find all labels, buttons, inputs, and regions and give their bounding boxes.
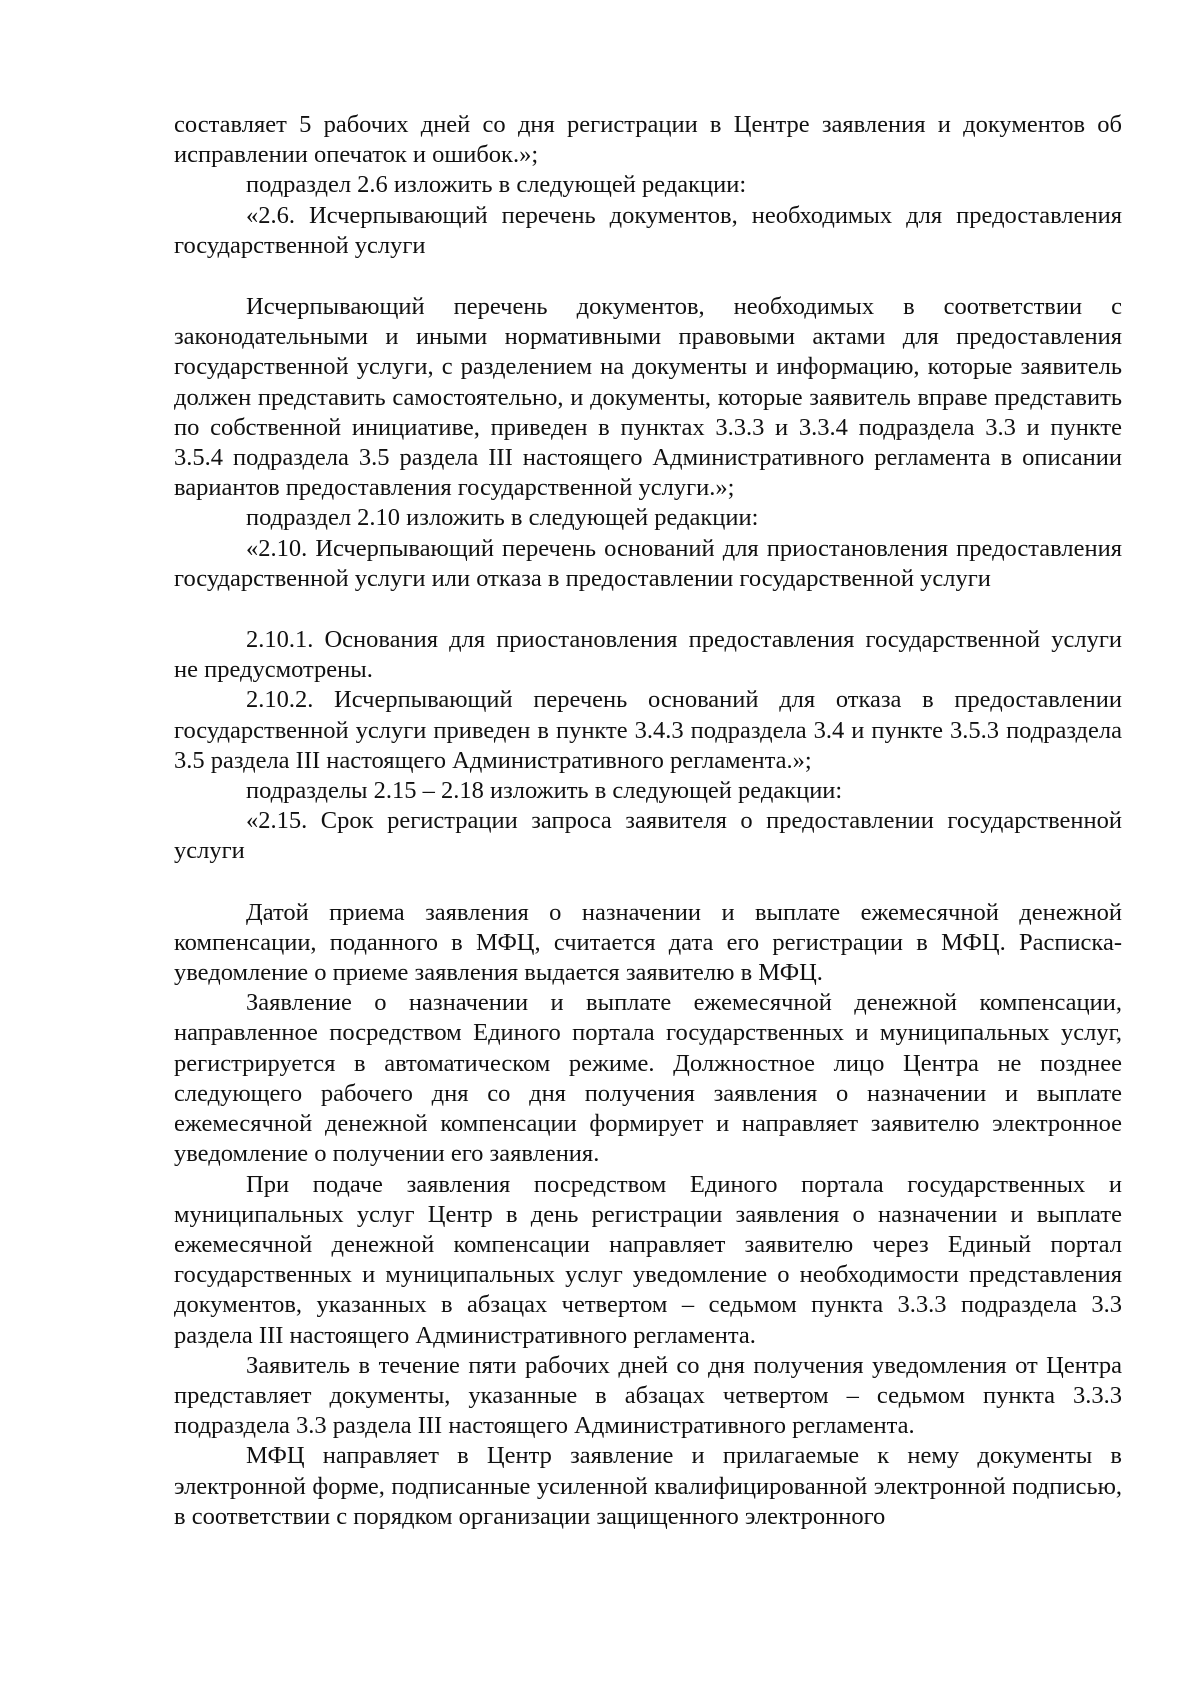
- section-heading-2-10: «2.10. Исчерпывающий перечень оснований для приостановления предоставления государственной услуги или отказа в предоставлении государственной услуги: [174, 534, 1122, 592]
- paragraph-15: МФЦ направляет в Центр заявление и прилагаемые к нему документы в электронной форме, подписанные усиленной квалифицированной электронной подписью, в соответствии с порядком организации защищенного электронного: [174, 1442, 1122, 1530]
- paragraph-11: Датой приема заявления о назначении и выплате ежемесячной денежной компенсации, поданного в МФЦ, считается дата его регистрации в МФЦ. Расписка-уведомление о приеме заявления выдается заявителю в МФЦ.: [174, 898, 1122, 987]
- paragraph-2: подраздел 2.6 изложить в следующей редакции:: [246, 171, 747, 199]
- paragraph-12: Заявление о назначении и выплате ежемесячной денежной компенсации, направленное посредством Единого портала государственных и муниципальных услуг, регистрируется в автоматическом режиме. Должностное лицо Центра не позднее следующего рабочего дня со дня получения заявления о назначении и выплате ежемесячной денежной компенсации формирует и направляет заявителю электронное уведомление о получении его заявления.: [174, 989, 1122, 1168]
- paragraph-5: подраздел 2.10 изложить в следующей редакции:: [246, 504, 759, 532]
- paragraph-7: 2.10.1. Основания для приостановления предоставления государственной услуги не предусмотрены.: [174, 626, 1122, 684]
- paragraph-14: Заявитель в течение пяти рабочих дней со дня получения уведомления от Центра представляет документы, указанные в абзацах четвертом – седьмом пункта 3.3.3 подраздела 3.3 раздела III настоящего Административного регламента.: [174, 1351, 1122, 1440]
- section-heading-2-6: «2.6. Исчерпывающий перечень документов, необходимых для предоставления государственной услуги: [174, 201, 1122, 259]
- section-heading-2-15: «2.15. Срок регистрации запроса заявителя о предоставлении государственной услуги: [174, 807, 1122, 865]
- paragraph-4: Исчерпывающий перечень документов, необходимых в соответствии с законодательными и иными нормативными правовыми актами для предоставления государственной услуги, с разделением на документы и информацию, которые заявитель должен представить самостоятельно, и документы, которые заявитель вправе представить по собственной инициативе, приведен в пунктах 3.3.3 и 3.3.4 подраздела 3.3 и пункте 3.5.4 подраздела 3.5 раздела III настоящего Административного регламента в описании вариантов предоставления государственной услуги.»;: [174, 293, 1122, 502]
- paragraph-9: подразделы 2.15 – 2.18 изложить в следующей редакции:: [246, 777, 843, 805]
- paragraph-1: составляет 5 рабочих дней со дня регистрации в Центре заявления и документов об исправлении опечаток и ошибок.»;: [174, 111, 1122, 169]
- document-page: [174, 110, 1122, 1532]
- paragraph-13: При подаче заявления посредством Единого портала государственных и муниципальных услуг Центр в день регистрации заявления о назначении и выплате ежемесячной денежной компенсации направляет заявителю через Единый портал государственных и муниципальных услуг уведомление о необходимости представления документов, указанных в абзацах четвертом – седьмом пункта 3.3.3 подраздела 3.3 раздела III настоящего Административного регламента.: [174, 1170, 1122, 1349]
- paragraph-8: 2.10.2. Исчерпывающий перечень оснований для отказа в предоставлении государственной услуги приведен в пункте 3.4.3 подраздела 3.4 и пункте 3.5.3 подраздела 3.5 раздела III настоящего Административного регламента.»;: [174, 686, 1122, 774]
